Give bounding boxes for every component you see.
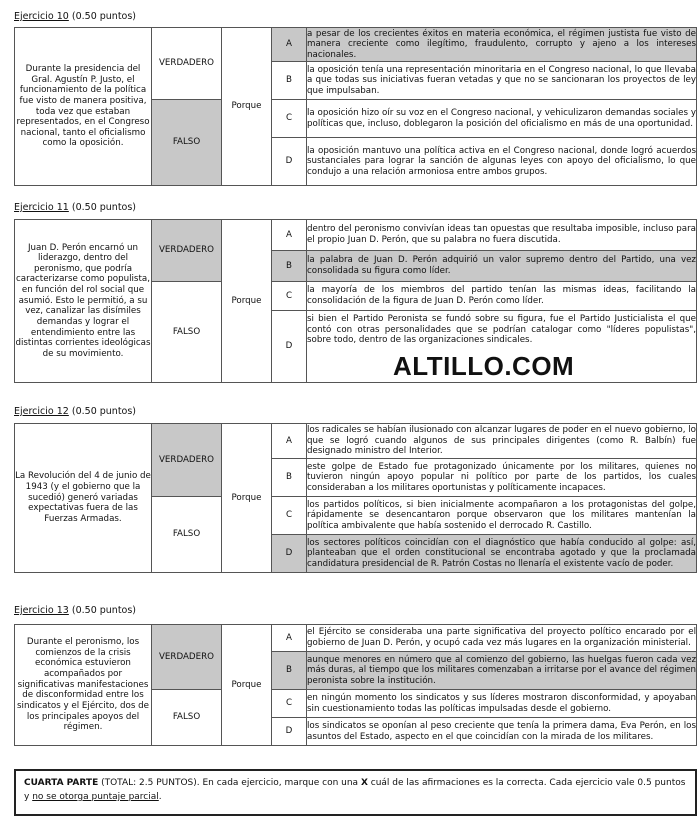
option-text-d[interactable]: la oposición mantuvo una política activa en el Congreso nacional, donde logró acuerdos sustanciales para lograr la sanción de algunas leyes con apoyo del oficialismo, lo que condujo a una relación armoniosa entre ambos grupos. xyxy=(307,138,697,186)
option-letter-a[interactable]: A xyxy=(272,625,307,652)
true-option[interactable]: VERDADERO xyxy=(152,28,222,100)
instructions-end: . xyxy=(158,791,162,802)
option-letter-b[interactable]: B xyxy=(272,652,307,690)
statement-cell: Juan D. Perón encarnó un liderazgo, dentro del peronismo, que podría caracterizarse como populista, en función del rol social que asumió. Esto le permitió, a su vez, canalizar las disímiles demandas y lograr el entendimiento entre las distintas corrientes ideológicas de su movimiento. xyxy=(15,220,152,383)
option-letter-c[interactable]: C xyxy=(272,282,307,311)
option-text-c[interactable]: la oposición hizo oír su voz en el Congreso nacional, y vehiculizaron demandas sociales y políticas que, incluso, doblegaron la posición del oficialismo en más de una oportunidad. xyxy=(307,100,697,138)
false-option[interactable]: FALSO xyxy=(152,497,222,573)
option-letter-d[interactable]: D xyxy=(272,718,307,746)
watermark-logo: ALTILLO.COM xyxy=(393,351,575,381)
option-text-c[interactable]: en ningún momento los sindicatos y sus líderes mostraron disconformidad, y apoyaban sin cuestionamiento todas las políticas impulsadas desde el gobierno. xyxy=(307,690,697,718)
option-letter-b[interactable]: B xyxy=(272,62,307,100)
option-letter-c[interactable]: C xyxy=(272,100,307,138)
option-letter-a[interactable]: A xyxy=(272,220,307,251)
option-letter-a[interactable]: A xyxy=(272,28,307,62)
statement-cell: Durante el peronismo, los comienzos de la crisis económica estuvieron acompañados por significativas manifestaciones de disconformidad entre los sindicatos y el Ejército, dos de los principales apoyos del régimen. xyxy=(15,625,152,746)
option-letter-a[interactable]: A xyxy=(272,424,307,459)
exercise-11-title xyxy=(14,202,136,213)
because-label: Porque xyxy=(222,28,272,186)
exercise-10-title xyxy=(14,11,136,22)
instructions-underlined: no se otorga puntaje parcial xyxy=(32,791,159,802)
exercise-13-title xyxy=(14,605,136,616)
exercise-label: Ejercicio 11 xyxy=(14,202,69,213)
option-letter-b[interactable]: B xyxy=(272,251,307,282)
option-text-c[interactable]: la mayoría de los miembros del partido tenían las mismas ideas, facilitando la consolidación de la figura de Juan D. Perón como líder. xyxy=(307,282,697,311)
because-label: Porque xyxy=(222,220,272,383)
option-letter-c[interactable]: C xyxy=(272,497,307,535)
instructions-box xyxy=(14,769,697,816)
exercise-12-title xyxy=(14,406,136,417)
option-letter-b[interactable]: B xyxy=(272,459,307,497)
exercise-13-table xyxy=(14,624,697,746)
statement-cell: Durante la presidencia del Gral. Agustín P. Justo, el funcionamiento de la política fue visto de manera positiva, toda vez que estaban representados, en el Congreso nacional, tanto el oficialismo como la oposición. xyxy=(15,28,152,186)
true-option[interactable]: VERDADERO xyxy=(152,220,222,282)
false-option[interactable]: FALSO xyxy=(152,690,222,746)
option-text-b[interactable]: este golpe de Estado fue protagonizado únicamente por los militares, quienes no tuvieron ningún apoyo popular ni político por parte de los partidos, los cuales consideraban a los militares oportunistas y políticamente incapaces. xyxy=(307,459,697,497)
option-text-b[interactable]: la palabra de Juan D. Perón adquirió un valor supremo dentro del Partido, una vez consolidada su figura como líder. xyxy=(307,251,697,282)
option-letter-d[interactable]: D xyxy=(272,535,307,573)
option-letter-d[interactable]: D xyxy=(272,311,307,383)
option-letter-d[interactable]: D xyxy=(272,138,307,186)
option-text-d[interactable]: los sectores políticos coincidían con el diagnóstico que había conducido al golpe: así, planteaban que el orden constitucional se encontraba agotado y que la proclamada candidatura presidencial de R. Patrón Costas no llenaría el existente vacío de poder. xyxy=(307,535,697,573)
true-option[interactable]: VERDADERO xyxy=(152,424,222,497)
option-text-b[interactable]: aunque menores en número que al comienzo del gobierno, las huelgas fueron cada vez más duras, al tiempo que los militares comenzaban a irritarse por el avance del régimen peronista sobre la institución. xyxy=(307,652,697,690)
because-label: Porque xyxy=(222,625,272,746)
instructions-text-1: (TOTAL: 2.5 PUNTOS). En cada ejercicio, marque con una xyxy=(98,778,361,788)
because-label: Porque xyxy=(222,424,272,573)
option-text-a[interactable]: los radicales se habían ilusionado con alcanzar lugares de poder en el nuevo gobierno, lo que se logró cuando algunos de sus principales dirigentes (como R. Balbín) fue designado ministro del Interior. xyxy=(307,424,697,459)
exercise-points: (0.50 puntos) xyxy=(71,406,137,417)
exercise-11-table xyxy=(14,219,697,383)
option-letter-c[interactable]: C xyxy=(272,690,307,718)
mark-symbol: X xyxy=(360,778,368,788)
exercise-label: Ejercicio 13 xyxy=(14,605,69,616)
false-option[interactable]: FALSO xyxy=(152,100,222,186)
option-text-a[interactable]: a pesar de los crecientes éxitos en materia económica, el régimen justista fue visto de manera creciente como ilegítimo, fraudulento, corrupto y ajeno a los intereses nacionales. xyxy=(307,28,696,60)
exercise-points: (0.50 puntos) xyxy=(71,11,137,22)
true-option[interactable]: VERDADERO xyxy=(152,625,222,690)
option-text-c[interactable]: los partidos políticos, si bien inicialmente acompañaron a los protagonistas del golpe, rápidamente se desencantaron porque observaron que los militares mantenían la política ambivalente que había sostenido el derrocado R. Castillo. xyxy=(307,497,697,535)
exercise-label: Ejercicio 10 xyxy=(14,11,69,22)
statement-cell: La Revolución del 4 de junio de 1943 (y el gobierno que la sucedió) generó variadas expectativas fuera de las Fuerzas Armadas. xyxy=(15,424,152,573)
option-text-d[interactable]: si bien el Partido Peronista se fundó sobre su figura, fue el Partido Justicialista el que contó con otras personalidades que se podrían catalogar como "líderes populistas", sobre todo, dentro de las organizaciones sindicales. xyxy=(307,311,697,383)
exercise-points: (0.50 puntos) xyxy=(71,605,137,616)
option-text-a[interactable]: dentro del peronismo convivían ideas tan opuestas que resultaba imposible, incluso para el propio Juan D. Perón, que su palabra no fuera discutida. xyxy=(307,220,697,251)
option-text-b[interactable]: la oposición tenía una representación minoritaria en el Congreso nacional, lo que llevaba a que todas sus iniciativas fueran vetadas y que no se sancionaran los proyectos de ley que impulsaban. xyxy=(307,62,697,100)
exercise-points: (0.50 puntos) xyxy=(71,202,137,213)
section-heading: CUARTA PARTE xyxy=(24,778,99,788)
false-option[interactable]: FALSO xyxy=(152,282,222,383)
instructions-text-2: cuál de las afirmaciones es la correcta. Cada ejercicio vale 0.5 puntos y xyxy=(24,778,686,802)
option-text-d[interactable]: los sindicatos se oponían al peso creciente que tenía la primera dama, Eva Perón, en los asuntos del Estado, aspecto en el que coincidían con la mirada de los militares. xyxy=(307,718,697,746)
exercise-label: Ejercicio 12 xyxy=(14,406,69,417)
option-text-a[interactable]: el Ejército se consideraba una parte significativa del proyecto político encarado por el gobierno de Juan D. Perón, y ocupó cada vez más lugares en la organización ministerial. xyxy=(307,625,697,652)
exercise-10-table xyxy=(14,27,697,186)
exercise-12-table xyxy=(14,423,697,573)
